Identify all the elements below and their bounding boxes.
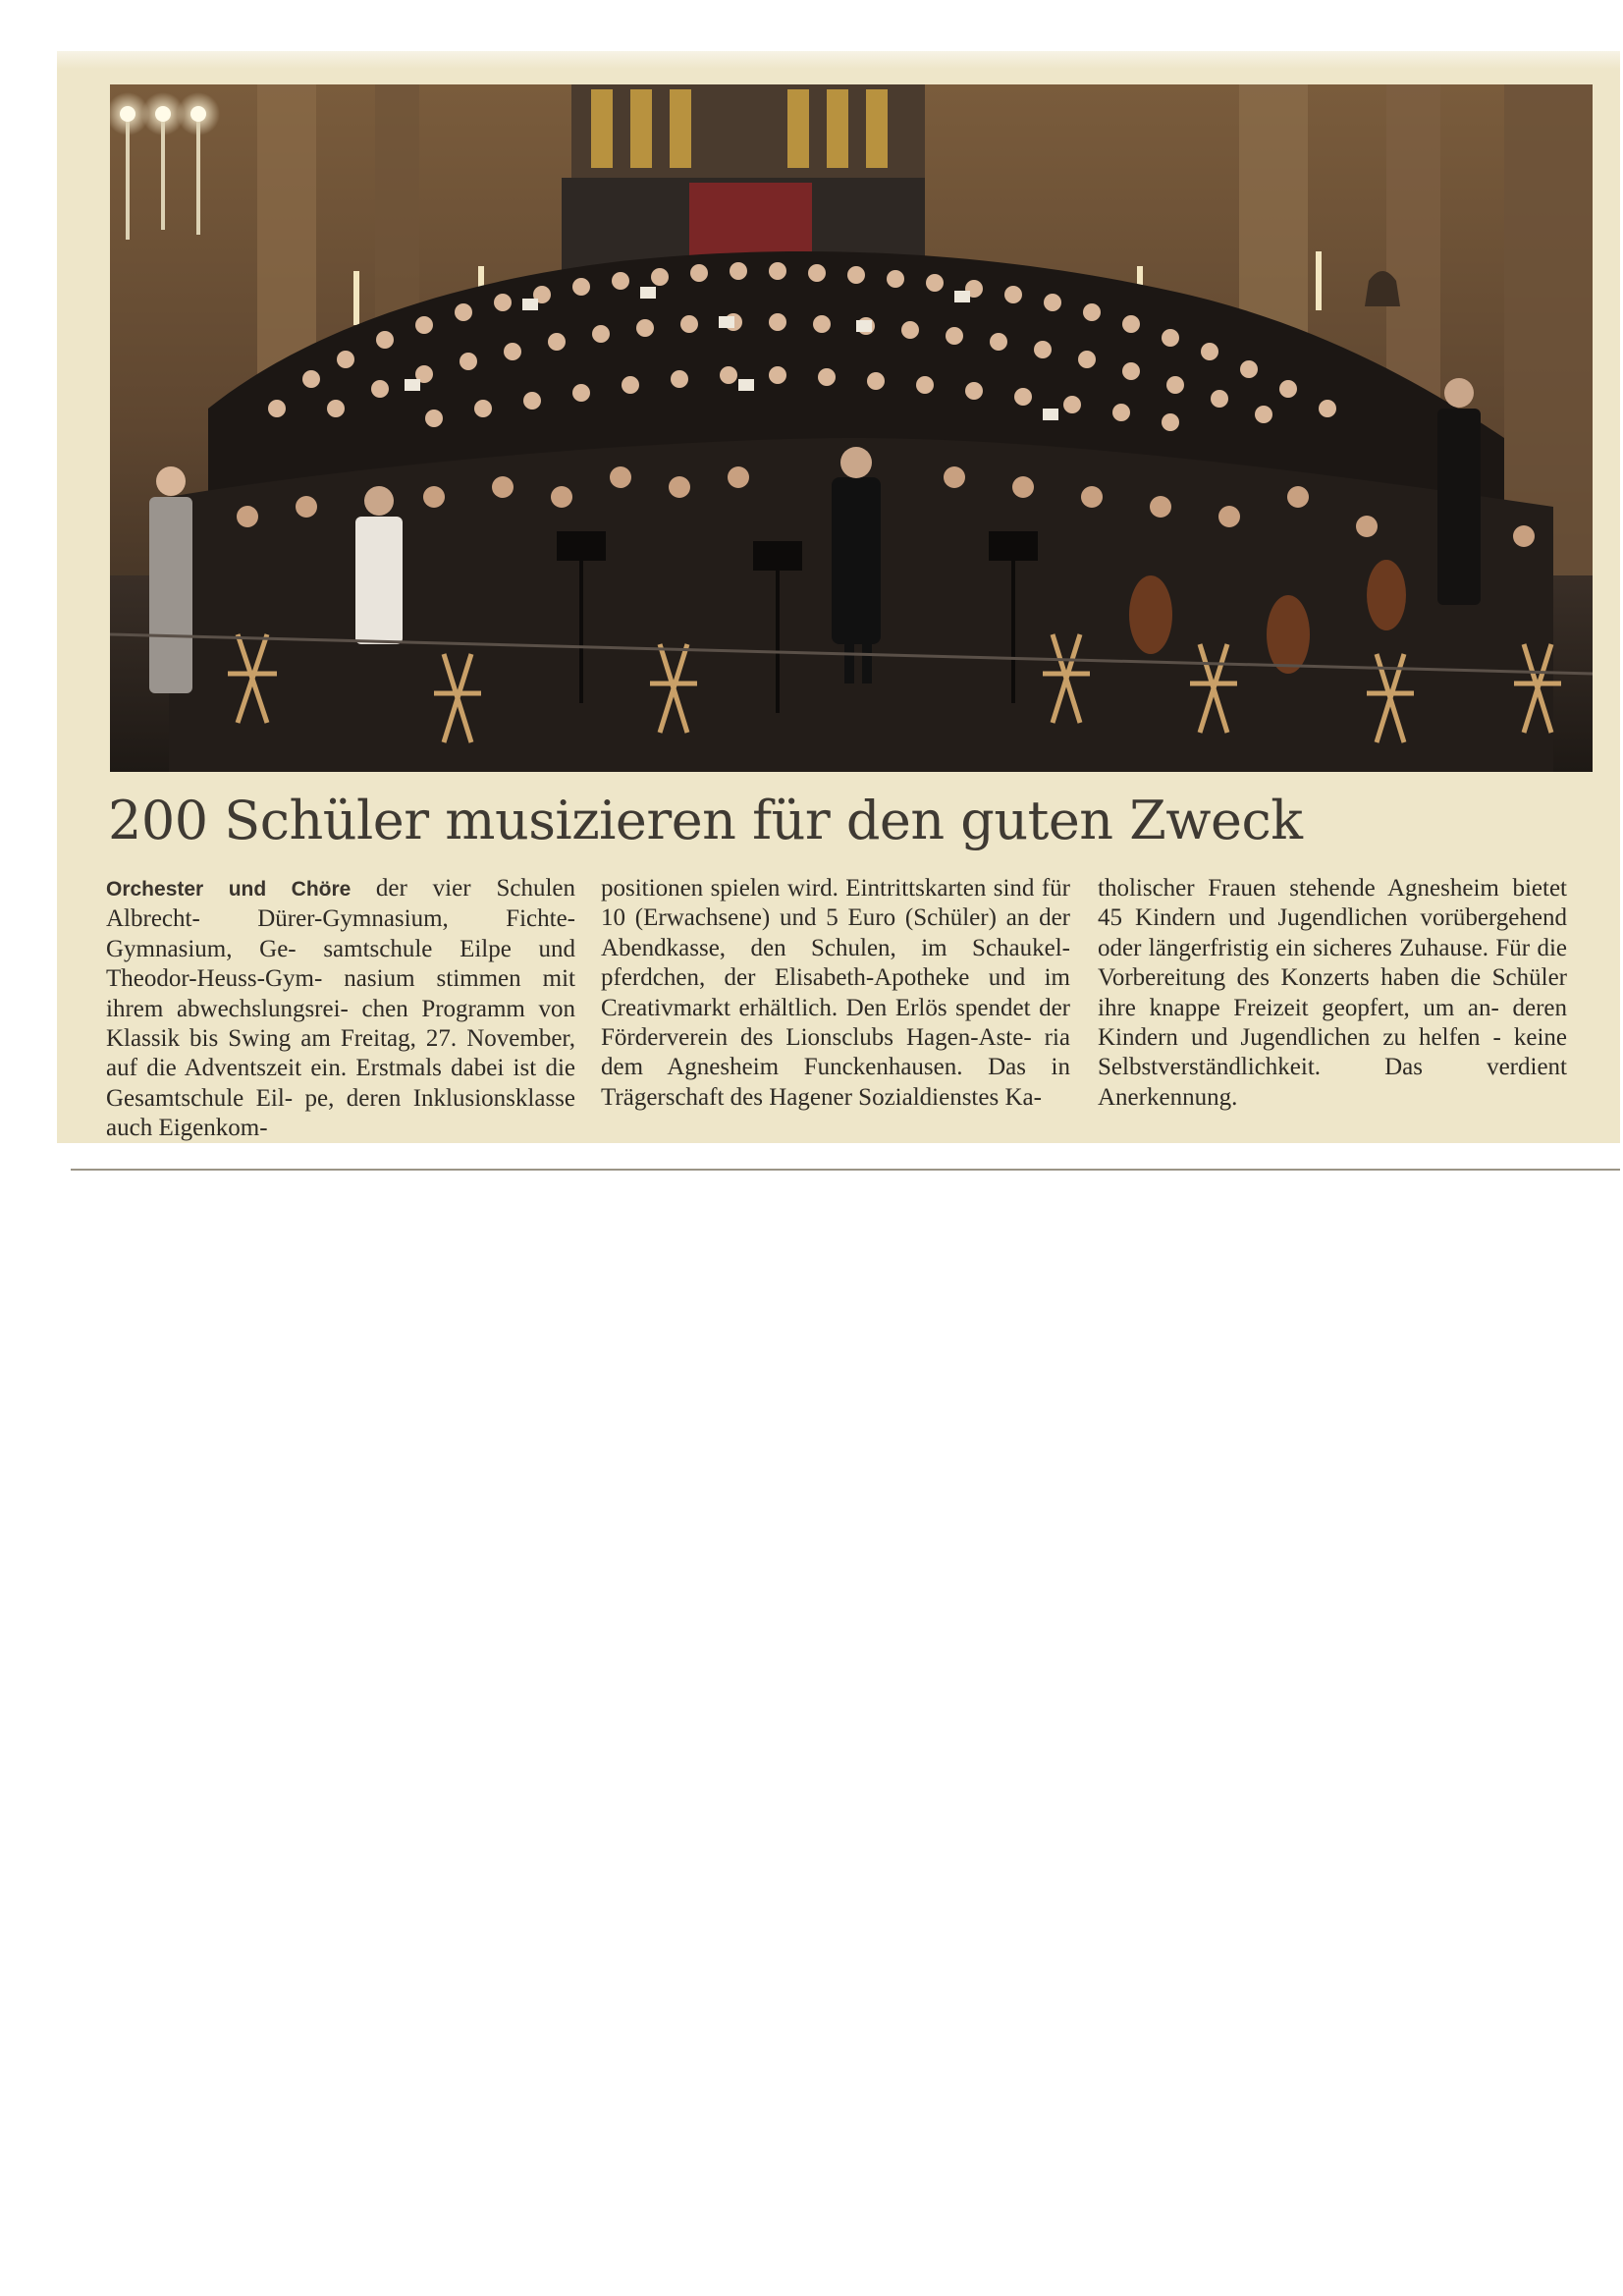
- column-3-line: tholischer Frauen stehende Agnesheim bietet: [1098, 875, 1567, 902]
- scan-edge: [57, 51, 1620, 69]
- article-column-2: [601, 874, 1070, 1113]
- article-column-1: [106, 874, 575, 1144]
- column-2-line: Creativmarkt erhältlich. Den Erlös spendet: [601, 994, 1040, 1021]
- column-2-line: Trägerschaft des Hagener Sozialdienstes Ka-: [601, 1083, 1042, 1111]
- column-3-line: Anerkennung.: [1098, 1083, 1238, 1111]
- scan-border-line: [71, 1169, 1620, 1171]
- column-3-line: Schüler ihre knappe Freizeit geopfert, um an-: [1098, 964, 1567, 1021]
- column-1-line: der vier Schulen Albrecht-: [106, 875, 575, 933]
- concert-photo-illustration: [110, 84, 1593, 772]
- column-3-line: 45 Kindern und Jugendlichen vorübergehend: [1098, 904, 1567, 932]
- article-lead: Orchester und Chöre: [106, 878, 376, 901]
- column-3-line: keine Selbstverständlichkeit. Das verdient: [1098, 1024, 1568, 1081]
- newspaper-clipping: [57, 51, 1620, 1143]
- column-3-line: die Vorbereitung des Konzerts haben die: [1098, 934, 1567, 992]
- column-1-line: Freitag, 27. November, auf die Adventszeit: [106, 1025, 575, 1082]
- column-2-line: positionen spielen wird. Eintrittskarten sind: [601, 875, 1042, 902]
- column-2-line: für 10 (Erwachsene) und 5 Euro (Schüler) an: [601, 875, 1070, 932]
- column-1-line: chen Programm von Klassik bis Swing am: [106, 995, 575, 1053]
- column-2-line: der Förderverein des Lionsclubs Hagen-Aste-: [601, 994, 1070, 1052]
- article-headline: 200 Schüler musizieren für den guten Zweck: [108, 790, 1303, 851]
- column-1-line: ein. Erstmals dabei ist die Gesamtschule Eil-: [106, 1055, 575, 1112]
- article-column-3: [1098, 874, 1567, 1113]
- column-2-line: ria dem Agnesheim Funckenhausen. Das in: [601, 1024, 1070, 1081]
- column-1-line: pe, deren Inklusionsklasse auch Eigenkom-: [106, 1084, 575, 1142]
- column-1-line: samtschule Eilpe und Theodor-Heuss-Gym-: [106, 935, 576, 993]
- column-1-line: nasium stimmen mit ihrem abwechslungsrei-: [106, 965, 575, 1022]
- column-3-line: oder längerfristig ein sicheres Zuhause. Für: [1098, 934, 1538, 961]
- column-2-line: pferdchen, der Elisabeth-Apotheke und im: [601, 964, 1070, 992]
- concert-photo: [110, 84, 1593, 772]
- column-3-line: deren Kindern und Jugendlichen zu helfen -: [1098, 994, 1567, 1052]
- column-2-line: der Abendkasse, den Schulen, im Schaukel-: [601, 904, 1070, 961]
- column-1-line: Dürer-Gymnasium, Fichte-Gymnasium, Ge-: [106, 905, 575, 962]
